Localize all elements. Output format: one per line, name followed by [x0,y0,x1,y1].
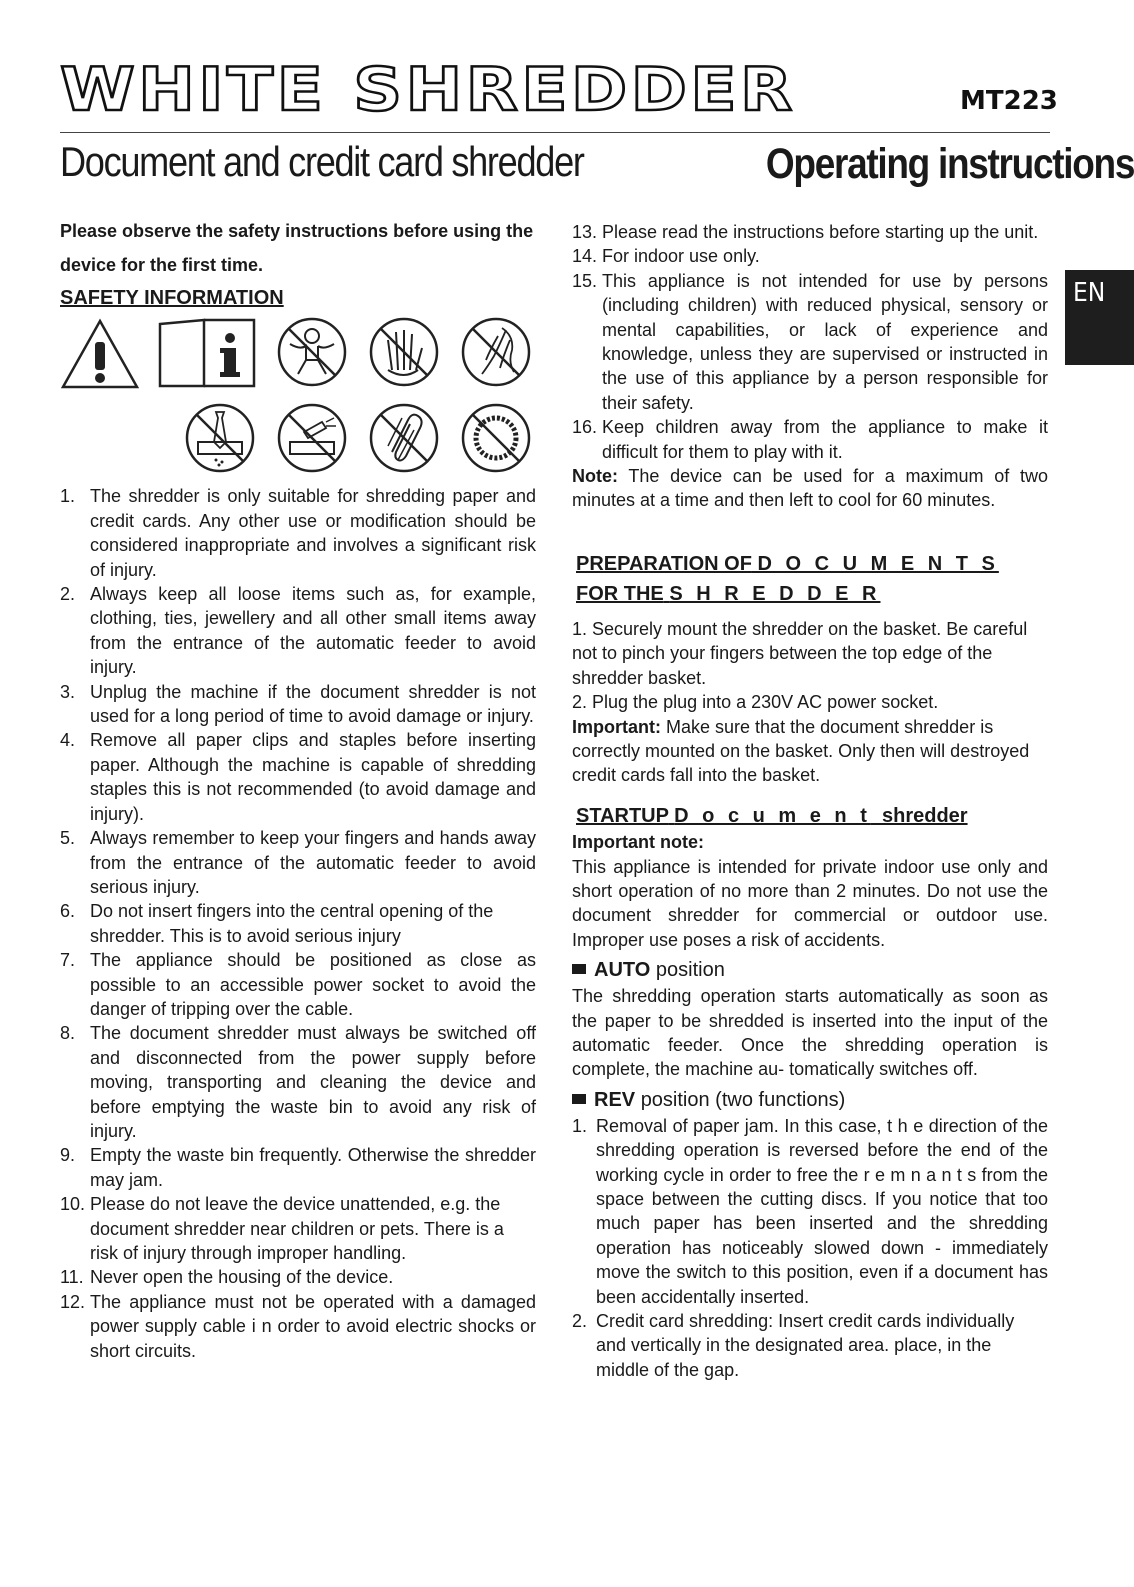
list-item: 16. Keep children away from the appliance to make it difficult for them to play with it. [572,417,1048,462]
list-item: 11. Never open the housing of the device. [60,1267,394,1288]
rev-list [572,1114,1048,1382]
list-item: 4. Remove all paper clips and staples before inserting paper. Although the machine is capable of shredding staples this is not recommended (to avoid damage and injury). [60,730,536,824]
list-item: 1. The shredder is only suitable for shredding paper and credit cards. Any other use or modification should be considered inappropriate and involves a significant risk of injury. [60,486,536,580]
intro-text: Please observe the safety instructions before using the device for the first time. [60,221,534,275]
page-subtitle: Document and credit card shredder [60,138,584,185]
bullet-square-icon [572,964,586,974]
preparation-heading-c: FOR THE [576,582,664,605]
preparation-heading-a: PREPARATION OF [576,552,752,575]
brand-name: WHITE SHREDDER [60,55,796,125]
no-aerosol-icon [276,402,348,474]
read-manual-icon [158,316,256,388]
no-ties-icon [184,402,256,474]
header-divider [60,132,1050,133]
list-item: 1. Removal of paper jam. In this case, t h e direction of the shredding operation is reversed before the end of the working cycle in order to free the r e m n a n t s from the space between the cutting discs. If you notice that too much paper has been inserted and the shredding operation has noticeably slowed down - immediately move the switch to this position, even if a document has been accidentally inserted. [572,1115,1048,1307]
auto-position-text: The shredding operation starts automatically as soon as the paper to be shredded is inserted into the input of the automatic feeder. Once the shredding operation is complete, the machine au- tomatically switches off. [572,986,1048,1080]
no-children-icon [276,316,348,388]
list-item: 14. For indoor use only. [572,246,760,267]
warning-triangle-icon [60,318,140,390]
important-note-label: Important note: [572,832,704,853]
list-item: 2. Credit card shredding: Insert credit cards individually and vertically in the designated area. place, in the middle of the gap. [572,1311,1015,1380]
list-item: 9. Empty the waste bin frequently. Otherwise the shredder may jam. [60,1145,536,1190]
list-item: 7. The appliance should be positioned as close as possible to an accessible power socket to avoid the danger of tripping over the cable. [60,950,536,1019]
preparation-important: Important: Make sure that the document shredder is correctly mounted on the basket. Only then will destroyed credit cards fall into the basket. [572,716,1030,786]
startup-heading: STARTUP D o c u m e n t shredder [576,804,968,827]
language-tab [1065,270,1134,365]
safety-list-left [60,484,536,1363]
safety-list-right [572,220,1048,464]
language-tab-label: EN [1073,278,1106,308]
no-hair-icon [460,316,532,388]
left-column [60,214,536,1363]
list-item: 5. Always remember to keep your fingers and hands away from the entrance of the automatic feeder to avoid serious injury. [60,828,536,897]
right-column [572,220,1048,1382]
safety-heading: SAFETY INFORMATION [60,287,284,309]
preparation-heading-d: S H R E D D E R [669,582,881,605]
model-number: MT223 [960,86,1058,116]
list-item: 15. This appliance is not intended for use by persons (including children) with reduced physical, sensory or mental capabilities, or lack of experience and knowledge, unless they are supervised or instructed in the use of this appliance by a person responsible for their safety. [572,270,1048,413]
list-item: 10. Please do not leave the device unattended, e.g. the document shredder near children or pets. There is a risk of injury through improper handling. [60,1194,504,1263]
brand-logo [60,55,796,125]
preparation-step-1: 1. Securely mount the shredder on the basket. Be careful not to pinch your fingers between the top edge of the shredder basket. [572,618,1028,688]
list-item: 8. The document shredder must always be switched off and disconnected from the power supply before moving, transporting and cleaning the device and before emptying the waste bin to avoid any risk of injury. [60,1023,536,1141]
preparation-heading-b: D O C U M E N T S [757,552,999,575]
no-hands-icon [368,316,440,388]
no-jewellery-icon [460,402,532,474]
note: Note: The device can be used for a maximum of two minutes at a time and then left to cool for 60 minutes. [572,466,1048,511]
list-item: 2. Always keep all loose items such as, for example, clothing, ties, jewellery and all other small items away from the entrance of the automatic feeder to avoid injury. [60,584,536,678]
list-item: 13. Please read the instructions before starting up the unit. [572,222,1039,242]
startup-text: This appliance is intended for private indoor use only and short operation of no more than 2 minutes. Do not use the document shredder for commercial or outdoor use. Improper use poses a risk of accidents. [572,856,1048,950]
list-item: 6. Do not insert fingers into the central opening of the shredder. This is to avoid serious injury [60,901,494,946]
list-item: 12. The appliance must not be operated with a damaged power supply cable i n order to avoid electric shocks or short circuits. [60,1291,536,1361]
list-item: 3. Unplug the machine if the document shredder is not used for a long period of time to avoid damage or injury. [60,681,536,727]
preparation-step-2: 2. Plug the plug into a 230V AC power socket. [572,692,939,713]
page-title: Operating instructions [765,140,1134,188]
safety-icons [60,316,536,476]
preparation-heading [572,549,1048,609]
rev-position-heading: REV position (two functions) [572,1086,1048,1114]
auto-position-heading: AUTO position [572,956,1048,984]
bullet-square-icon [572,1094,586,1104]
no-paper-clips-icon [368,402,440,474]
